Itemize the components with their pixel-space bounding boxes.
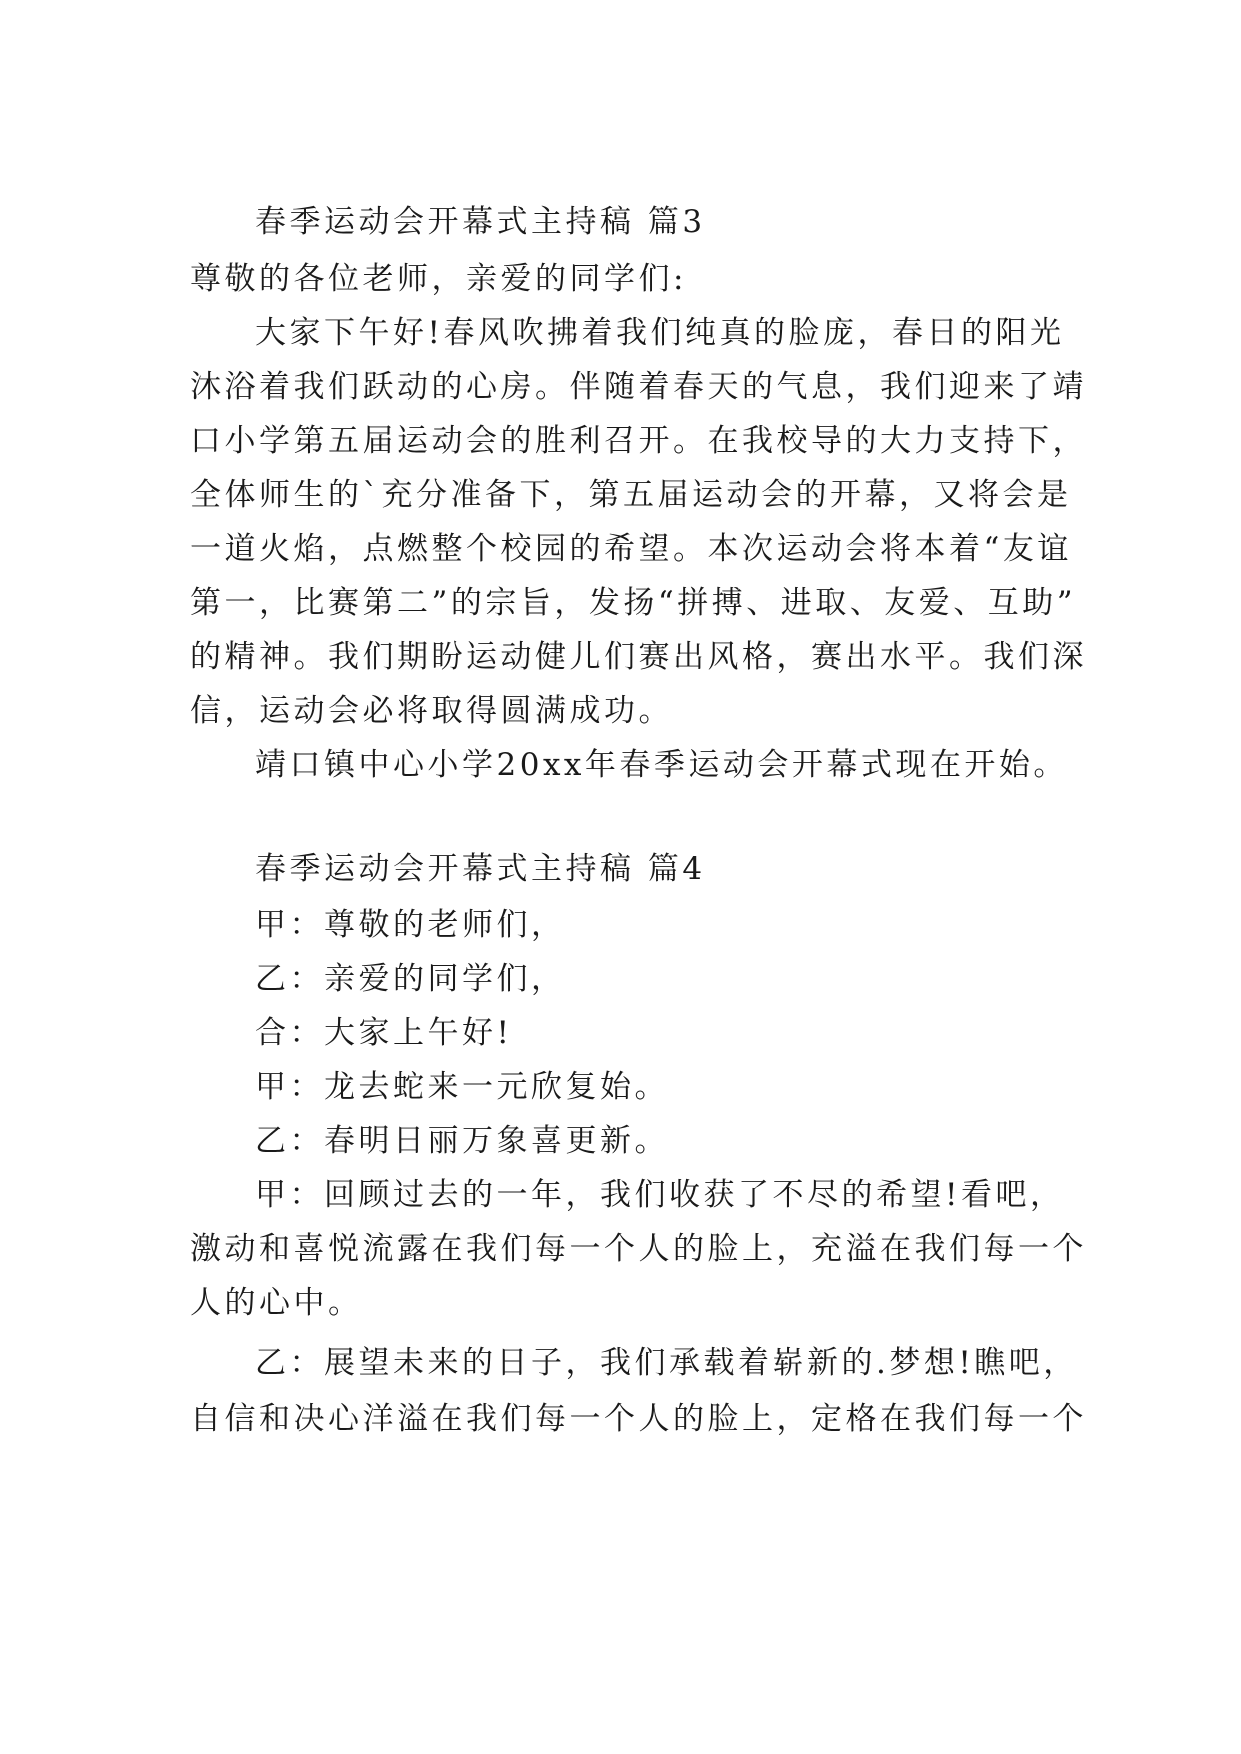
section-3-heading: 春季运动会开幕式主持稿 篇3 [255,204,706,240]
paragraph-line: 沐浴着我们跃动的心房。伴随着春天的气息，我们迎来了靖 [190,369,1087,405]
paragraph-line: 全体师生的`充分准备下，第五届运动会的开幕，又将会是 [190,477,1072,513]
dialogue-line: 乙：春明日丽万象喜更新。 [255,1123,669,1159]
paragraph-line: 第一，比赛第二”的宗旨，发扬“拼搏、进取、友爱、互助” [190,585,1077,621]
paragraph-line: 一道火焰，点燃整个校园的希望。本次运动会将本着“友谊 [190,531,1072,567]
section-3-closing: 靖口镇中心小学20xx年春季运动会开幕式现在开始。 [255,747,1068,783]
section-4-heading: 春季运动会开幕式主持稿 篇4 [255,851,706,887]
paragraph-line: 的精神。我们期盼运动健儿们赛出风格，赛出水平。我们深 [190,639,1087,675]
paragraph-line: 人的心中。 [190,1285,363,1321]
paragraph-line: 大家下午好!春风吹拂着我们纯真的脸庞，春日的阳光 [255,315,1065,351]
paragraph-line: 自信和决心洋溢在我们每一个人的脸上，定格在我们每一个 [190,1401,1087,1437]
dialogue-line: 甲：尊敬的老师们， [255,907,566,943]
paragraph-line: 甲：回顾过去的一年，我们收获了不尽的希望!看吧， [255,1177,1065,1213]
dialogue-line: 乙：亲爱的同学们， [255,961,566,997]
paragraph-line: 激动和喜悦流露在我们每一个人的脸上，充溢在我们每一个 [190,1231,1087,1267]
section-3-salutation: 尊敬的各位老师，亲爱的同学们: [190,261,687,297]
paragraph-line: 乙：展望未来的日子，我们承载着崭新的.梦想!瞧吧， [255,1345,1078,1381]
paragraph-line: 口小学第五届运动会的胜利召开。在我校导的大力支持下， [190,423,1087,459]
dialogue-line: 合：大家上午好! [255,1015,513,1051]
paragraph-line: 信，运动会必将取得圆满成功。 [190,693,673,729]
dialogue-line: 甲：龙去蛇来一元欣复始。 [255,1069,669,1105]
